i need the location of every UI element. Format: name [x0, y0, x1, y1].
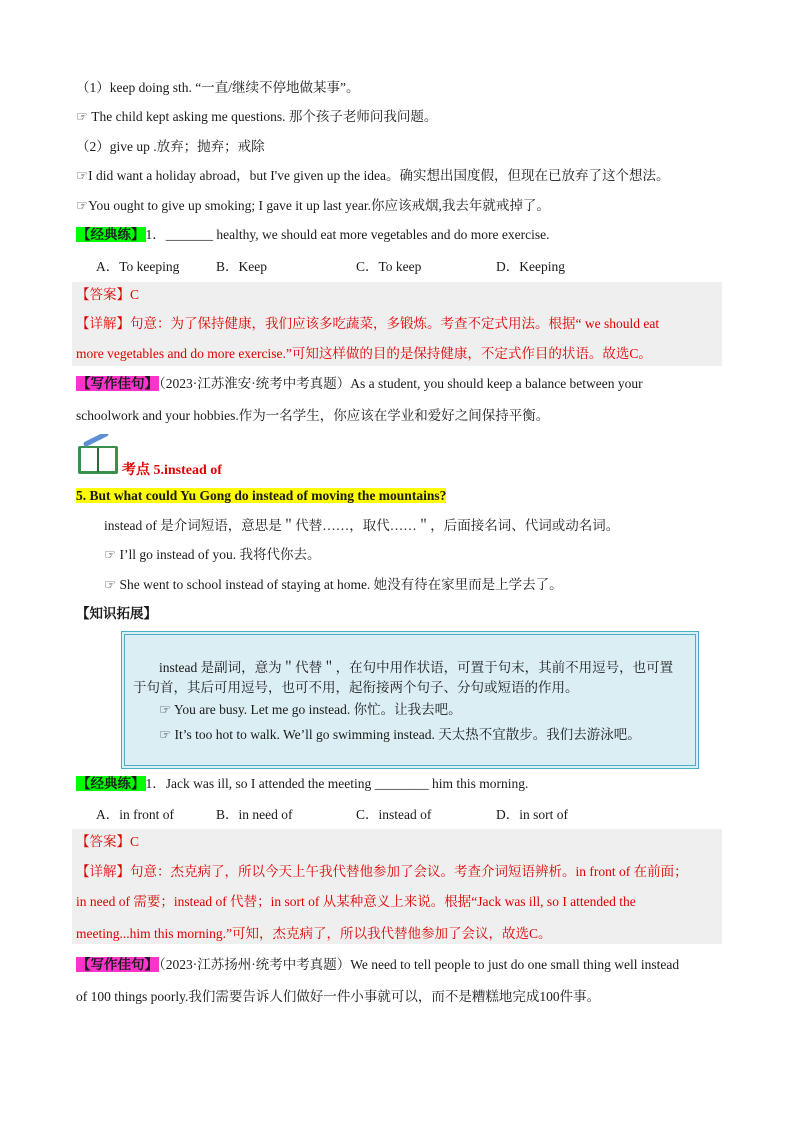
option-c: C．To keep: [356, 259, 422, 274]
answer-1: 【答案】C: [76, 287, 140, 302]
explanation-2-line3: meeting...him this morning.”可知，杰克病了，所以我代替他参加了会议，故选C。: [76, 926, 552, 941]
option-a: A．To keeping: [96, 259, 180, 274]
explanation-1-line1: 【详解】句意：为了保持健康，我们应该多吃蔬菜，多锻炼。考查不定式用法。根据“ we should eat: [76, 316, 660, 331]
classic-practice-tag: 【经典练】: [77, 227, 145, 242]
writing-sentence-2-line2: of 100 things poorly.我们需要告诉人们做好一件小事就可以，而不是糟糕地完成100件事。: [76, 989, 601, 1004]
option-d: D．Keeping: [496, 259, 565, 274]
writing-sentence-1-line1: 【写作佳句】（2023·江苏淮安·统考中考真题）As a student, you should keep a balance between your: [77, 376, 643, 391]
knowledge-extension-box: [121, 631, 699, 769]
example-sentence: ☞ She went to school instead of staying at home. 她没有待在家里而是上学去了。: [104, 577, 563, 592]
option-b: B．in need of: [216, 807, 293, 822]
explanation-1-line2: more vegetables and do more exercise.”可知这样做的目的是保持健康，不定式作目的状语。故选C。: [76, 346, 652, 361]
writing-sentence-2-line1: 【写作佳句】（2023·江苏扬州·统考中考真题）We need to tell people to just do one small thing well instead: [77, 957, 680, 972]
option-b: B．Keep: [216, 259, 267, 274]
example-sentence: ☞ It’s too hot to walk. We’ll go swimming instead. 天太热不宜散步。我们去游泳吧。: [159, 727, 641, 742]
give-up-rule: （2）give up .放弃；抛弃；戒除: [76, 139, 265, 154]
option-c: C．instead of: [356, 807, 432, 822]
exercise-1-question: 【经典练】1．_______ healthy, we should eat more vegetables and do more exercise.: [77, 227, 550, 242]
knowledge-extension-title: 【知识拓展】: [76, 606, 157, 621]
example-sentence: ☞ You are busy. Let me go instead. 你忙。让我去吧。: [159, 702, 462, 717]
explanation-2-line2: in need of 需要；instead of 代替；in sort of 从某种意义上来说。根据“Jack was ill, so I attended the: [76, 894, 636, 909]
writing-tag: 【写作佳句】: [77, 376, 158, 391]
section-title: 考点 5.instead of: [122, 463, 222, 478]
answer-2: 【答案】C: [76, 834, 140, 849]
exercise-2-question: 【经典练】1．Jack was ill, so I attended the meeting ________ him this morning.: [77, 776, 529, 791]
writing-tag: 【写作佳句】: [77, 957, 158, 972]
instead-adverb-rule-1: instead 是副词，意为＂代替＂，在句中用作状语，可置于句末，其前不用逗号，也可置: [159, 660, 674, 675]
instead-of-rule: instead of 是介词短语，意思是＂代替……，取代……＂，后面接名词、代词或动名词。: [104, 518, 620, 533]
example-sentence: ☞ I’ll go instead of you. 我将代你去。: [104, 547, 321, 562]
instead-adverb-rule-2: 于句首，其后可用逗号，也可不用，起衔接两个句子、分句或短语的作用。: [133, 680, 579, 695]
example-sentence: ☞ The child kept asking me questions. 那个孩子老师问我问题。: [76, 109, 438, 124]
option-d: D．in sort of: [496, 807, 568, 822]
example-sentence: ☞I did want a holiday abroad，but I've given up the idea。确实想出国度假，但现在已放弃了这个想法。: [76, 168, 670, 183]
point-5-heading: 5. But what could Yu Gong do instead of moving the mountains?: [76, 488, 447, 503]
writing-sentence-1-line2: schoolwork and your hobbies.作为一名学生，你应该在学业和爱好之间保持平衡。: [76, 408, 550, 423]
keep-doing-rule: （1）keep doing sth. “一直/继续不停地做某事”。: [76, 80, 360, 95]
example-sentence: ☞You ought to give up smoking; I gave it up last year.你应该戒烟,我去年就戒掉了。: [76, 198, 550, 213]
explanation-2-line1: 【详解】句意：杰克病了，所以今天上午我代替他参加了会议。考查介词短语辨析。in front of 在前面；: [76, 864, 688, 879]
option-a: A．in front of: [96, 807, 174, 822]
classic-practice-tag: 【经典练】: [77, 776, 145, 791]
